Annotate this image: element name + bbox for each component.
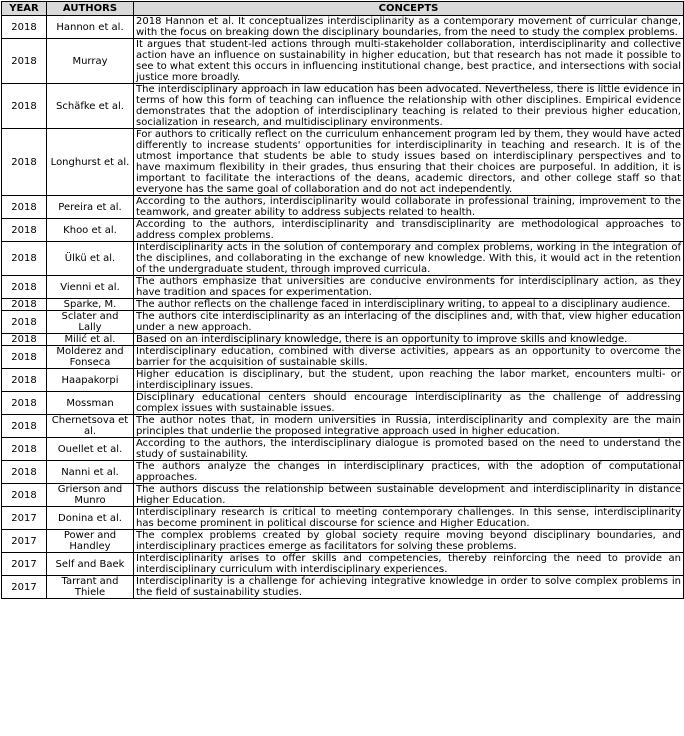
authors-cell: Ouellet et al. <box>47 438 134 461</box>
authors-cell: Power and Handley <box>47 530 134 553</box>
year-cell: 2017 <box>2 530 47 553</box>
concept-cell: Higher education is disciplinary, but the student, upon reaching the labor market, encounters multi- or interdisciplinary issues. <box>134 369 684 392</box>
table-row <box>2 242 684 276</box>
year-cell: 2017 <box>2 553 47 576</box>
table-row <box>2 530 684 553</box>
authors-header: AUTHORS <box>47 2 134 16</box>
table-row <box>2 461 684 484</box>
year-cell: 2018 <box>2 196 47 219</box>
header-row <box>2 2 684 16</box>
year-cell: 2018 <box>2 16 47 39</box>
concept-cell: Interdisciplinarity arises to offer skills and competencies, thereby reinforcing the need to provide an interdisciplinary curriculum with interdisciplinary experiences. <box>134 553 684 576</box>
concept-cell: The author reflects on the challenge faced in interdisciplinary writing, to appeal to a disciplinary audience. <box>134 299 684 311</box>
authors-cell: Haapakorpi <box>47 369 134 392</box>
year-cell: 2018 <box>2 438 47 461</box>
authors-cell: Murray <box>47 39 134 84</box>
authors-cell: Grierson and Munro <box>47 484 134 507</box>
concept-cell: The authors cite interdisciplinarity as an interlacing of the disciplines and, with that, view higher education under a new approach. <box>134 311 684 334</box>
concept-cell: According to the authors, interdisciplinarity would collaborate in professional training, improvement to the teamwork, and greater ability to address subjects related to health. <box>134 196 684 219</box>
table-row <box>2 39 684 84</box>
authors-cell: Ülkü et al. <box>47 242 134 276</box>
table-row <box>2 196 684 219</box>
authors-cell: Molderez and Fonseca <box>47 346 134 369</box>
table-row <box>2 311 684 334</box>
table-row <box>2 299 684 311</box>
authors-cell: Longhurst et al. <box>47 129 134 196</box>
concepts-header: CONCEPTS <box>134 2 684 16</box>
authors-cell: Sclater and Lally <box>47 311 134 334</box>
year-cell: 2018 <box>2 84 47 129</box>
year-header: YEAR <box>2 2 47 16</box>
table-row <box>2 334 684 346</box>
concept-cell: Disciplinary educational centers should encourage interdisciplinarity as the challenge of addressing complex issues with sustainable issues. <box>134 392 684 415</box>
year-cell: 2018 <box>2 39 47 84</box>
authors-cell: Vienni et al. <box>47 276 134 299</box>
table-row <box>2 553 684 576</box>
year-cell: 2018 <box>2 219 47 242</box>
table-row <box>2 484 684 507</box>
table-row <box>2 346 684 369</box>
table-row <box>2 129 684 196</box>
table-row <box>2 219 684 242</box>
table-row <box>2 576 684 599</box>
table-row <box>2 438 684 461</box>
concept-cell: According to the authors, interdisciplinarity and transdisciplinarity are methodological approaches to address complex problems. <box>134 219 684 242</box>
table-row <box>2 415 684 438</box>
table-row <box>2 507 684 530</box>
concept-cell: The author notes that, in modern universities in Russia, interdisciplinarity and complexity are the main principles that underlie the proposed integrative approach used in higher education. <box>134 415 684 438</box>
authors-cell: Milić et al. <box>47 334 134 346</box>
authors-cell: Nanni et al. <box>47 461 134 484</box>
table-row <box>2 276 684 299</box>
table-row <box>2 84 684 129</box>
table-row <box>2 369 684 392</box>
year-cell: 2018 <box>2 392 47 415</box>
concept-cell: Interdisciplinarity is a challenge for achieving integrative knowledge in order to solve complex problems in the field of sustainability studies. <box>134 576 684 599</box>
concept-cell: The complex problems created by global society require moving beyond disciplinary boundaries, and interdisciplinary practices emerge as facilitators for solving these problems. <box>134 530 684 553</box>
authors-cell: Tarrant and Thiele <box>47 576 134 599</box>
authors-cell: Self and Baek <box>47 553 134 576</box>
year-cell: 2018 <box>2 484 47 507</box>
authors-cell: Pereira et al. <box>47 196 134 219</box>
year-cell: 2018 <box>2 129 47 196</box>
concept-cell: The authors discuss the relationship between sustainable development and interdisciplinarity in distance Higher Education. <box>134 484 684 507</box>
year-cell: 2018 <box>2 369 47 392</box>
concept-cell: The authors analyze the changes in interdisciplinary practices, with the adoption of computational approaches. <box>134 461 684 484</box>
table-row <box>2 392 684 415</box>
year-cell: 2018 <box>2 415 47 438</box>
year-cell: 2018 <box>2 334 47 346</box>
year-cell: 2018 <box>2 311 47 334</box>
concept-cell: The interdisciplinary approach in law education has been advocated. Nevertheless, there is little evidence in terms of how this form of teaching can influence the relationship with other disciplines. Empirical evidence demonstrates that the adoption of interdisciplinary teaching is related to their previous higher education, socialization in research, and multidisciplinary environments. <box>134 84 684 129</box>
concept-cell: Interdisciplinarity acts in the solution of contemporary and complex problems, working in the integration of the disciplines, and collaborating in the exchange of new knowledge. With this, it would act in the retention of the undergraduate student, through improved curricula. <box>134 242 684 276</box>
year-cell: 2017 <box>2 576 47 599</box>
year-cell: 2017 <box>2 507 47 530</box>
concept-cell: According to the authors, the interdisciplinary dialogue is promoted based on the need to understand the study of sustainability. <box>134 438 684 461</box>
authors-cell: Mossman <box>47 392 134 415</box>
year-cell: 2018 <box>2 299 47 311</box>
authors-cell: Chernetsova et al. <box>47 415 134 438</box>
authors-cell: Hannon et al. <box>47 16 134 39</box>
year-cell: 2018 <box>2 346 47 369</box>
year-cell: 2018 <box>2 276 47 299</box>
concept-cell: Based on an interdisciplinary knowledge, there is an opportunity to improve skills and knowledge. <box>134 334 684 346</box>
authors-cell: Khoo et al. <box>47 219 134 242</box>
concepts-table <box>1 1 684 599</box>
authors-cell: Sparke, M. <box>47 299 134 311</box>
concept-cell: The authors emphasize that universities are conducive environments for interdisciplinary action, as they have tradition and spaces for experimentation. <box>134 276 684 299</box>
year-cell: 2018 <box>2 461 47 484</box>
concept-cell: Interdisciplinary education, combined with diverse activities, appears as an opportunity to overcome the barrier for the acquisition of sustainable skills. <box>134 346 684 369</box>
concept-cell: Interdisciplinary research is critical to meeting contemporary challenges. In this sense, interdisciplinarity has become prominent in political discourse for science and Higher Education. <box>134 507 684 530</box>
concept-cell: It argues that student-led actions through multi-stakeholder collaboration, interdisciplinarity and collective action have an influence on sustainability in higher education, but that research has not made it possible to see to what extent this occurs in influencing institutional change, best practice, and intersections with social justice more broadly. <box>134 39 684 84</box>
table-body <box>2 16 684 599</box>
year-cell: 2018 <box>2 242 47 276</box>
concept-cell: 2018 Hannon et al. It conceptualizes interdisciplinarity as a contemporary movement of curricular change, with the focus on breaking down the disciplinary boundaries, from the need to study the complex problems. <box>134 16 684 39</box>
authors-cell: Donina et al. <box>47 507 134 530</box>
concept-cell: For authors to critically reflect on the curriculum enhancement program led by them, they would have acted differently to increase students' opportunities for interdisciplinarity in teaching and research. It is of the utmost importance that students be able to study issues based on interdisciplinary perspectives and to have maximum flexibility in their grades, thus ensuring that their choices are purposeful. In addition, it is important to facilitate the interactions of the deans, academic directors, and other college staff so that everyone has the same goal of collaboration and do not act independently. <box>134 129 684 196</box>
authors-cell: Schäfke et al. <box>47 84 134 129</box>
table-row <box>2 16 684 39</box>
